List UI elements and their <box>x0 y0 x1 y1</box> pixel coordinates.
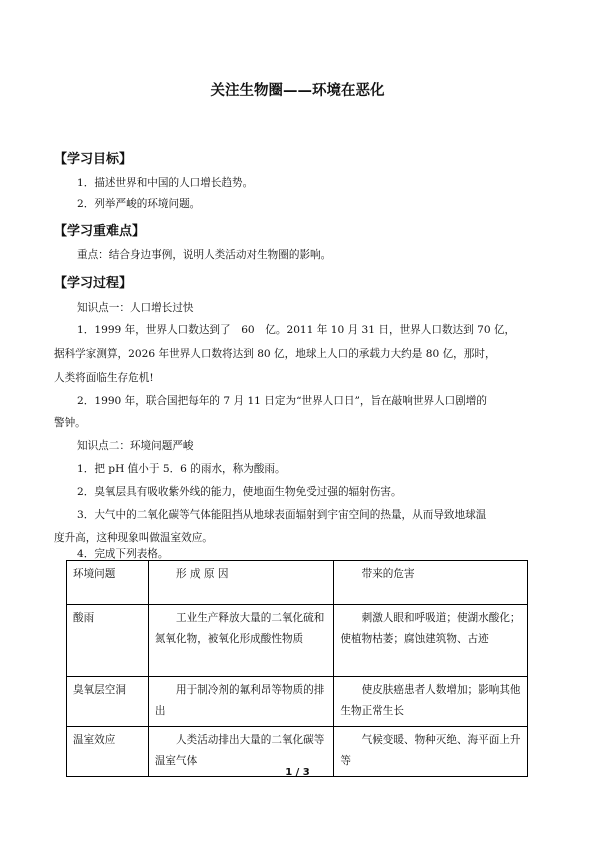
document-title: 关注生物圈——环境在恶化 <box>210 83 385 99</box>
knowledge-point-1-title: 知识点一：人口增长过快 <box>77 302 194 314</box>
k1-paragraph-1-line-2: 据科学家测算，2026 年世界人口数将达到 80 亿，地球上人口的承载力大约是 80 亿，那时， <box>54 348 496 360</box>
k2-paragraph-3-line-1: 3．大气中的二氧化碳等气体能阻挡从地球表面辐射到宇宙空间的热量，从而导致地球温 <box>77 509 487 521</box>
table-cell: 酸雨 <box>67 605 149 677</box>
objective-item-2: 2．列举严峻的环境问题。 <box>77 198 201 210</box>
k1-paragraph-2-line-1: 2．1990 年，联合国把每年的 7 月 11 日定为“世界人口日”，旨在敲响世界人口剧增的 <box>77 395 487 407</box>
k1-paragraph-2-line-2: 警钟。 <box>54 417 86 429</box>
table-header-cell: 环境问题 <box>67 561 149 605</box>
section-heading-objectives: 【学习目标】 <box>54 152 133 167</box>
table-cell: 用于制冷剂的氟利昂等物质的排出 <box>148 677 334 727</box>
k2-paragraph-4: 4．完成下列表格。 <box>77 548 169 560</box>
k1-paragraph-1-line-1: 1．1999 年，世界人口数达到了 60 亿。2011 年 10 月 31 日，世界人口数达到 70 亿， <box>77 324 516 336</box>
environment-table <box>66 560 528 777</box>
k2-paragraph-2: 2．臭氧层具有吸收紫外线的能力，使地面生物免受过强的辐射伤害。 <box>77 486 402 498</box>
table-cell: 刺激人眼和呼吸道；使湖水酸化；使植物枯萎；腐蚀建筑物、古迹 <box>334 605 528 677</box>
section-heading-key-points: 【学习重难点】 <box>54 224 146 239</box>
table-row <box>67 677 528 727</box>
table-cell: 人类活动排出大量的二氧化碳等温室气体 <box>148 727 334 777</box>
k2-paragraph-3-line-2: 度升高，这种现象叫做温室效应。 <box>54 532 213 544</box>
table-row <box>67 605 528 677</box>
table-header-cell: 带来的危害 <box>334 561 528 605</box>
table-header-cell: 形 成 原 因 <box>148 561 334 605</box>
page-number: 1 / 3 <box>285 767 310 778</box>
knowledge-point-2-title: 知识点二：环境问题严峻 <box>77 440 194 452</box>
table-cell: 气候变暖、物种灭绝、海平面上升等 <box>334 727 528 777</box>
k1-paragraph-1-line-3: 人类将面临生存危机! <box>54 372 154 384</box>
table-cell: 使皮肤癌患者人数增加；影响其他生物正常生长 <box>334 677 528 727</box>
section-heading-process: 【学习过程】 <box>54 276 133 291</box>
k2-paragraph-1: 1．把 pH 值小于 5．6 的雨水，称为酸雨。 <box>77 463 286 475</box>
table-cell: 温室效应 <box>67 727 149 777</box>
key-point-text: 重点：结合身边事例，说明人类活动对生物圈的影响。 <box>77 249 332 261</box>
table-header-row <box>67 561 528 605</box>
table-cell: 臭氧层空洞 <box>67 677 149 727</box>
table-cell: 工业生产释放大量的二氧化硫和氮氧化物，被氧化形成酸性物质 <box>148 605 334 677</box>
objective-item-1: 1．描述世界和中国的人口增长趋势。 <box>77 177 254 189</box>
